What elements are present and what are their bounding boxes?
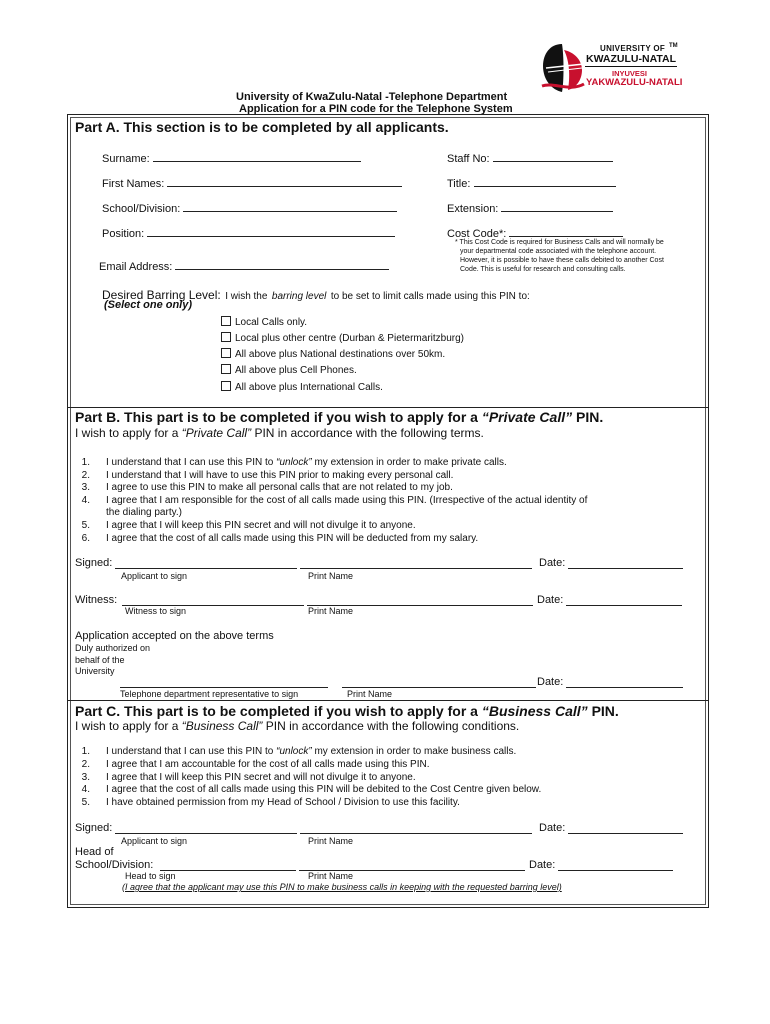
part-c-intro	[75, 719, 519, 733]
part-b-applicant-print-name-line[interactable]	[300, 557, 532, 569]
option-label: All above plus National destinations over 50km.	[235, 349, 446, 360]
duly-line-1: Duly authorized on	[75, 643, 151, 653]
part-b-title-a: Part B. This part is to be completed if you wish to apply for a	[75, 409, 478, 425]
part-c-title-a: Part C. This part is to be completed if you wish to apply for a	[75, 703, 478, 719]
tel-rep-date-label: Date:	[537, 676, 564, 688]
list-item: 1. I understand that I can use this PIN to “unlock” my extension in order to make business calls.	[81, 746, 517, 757]
part-c-applicant-to-sign-caption: Applicant to sign	[121, 836, 188, 846]
option-label: Local Calls only.	[235, 317, 308, 328]
intro-c: PIN in accordance with the following conditions.	[265, 719, 520, 733]
cost-code-line[interactable]	[509, 225, 623, 237]
barring-text-a: I wish the	[225, 291, 268, 302]
first-names-field[interactable]	[102, 175, 402, 190]
part-b-title-c: PIN.	[576, 409, 604, 425]
email-label: Email Address:	[99, 261, 173, 273]
cost-code-note	[455, 238, 664, 274]
logo-line-2: KWAZULU-NATAL	[586, 53, 677, 65]
intro-a: I wish to apply for a	[75, 719, 179, 733]
tel-rep-caption: Telephone department representative to sign	[120, 689, 299, 699]
list-item: 4. I agree that I am responsible for the cost of all calls made using this PIN. (Irrespective of the actual identity of	[81, 494, 588, 506]
head-date-line[interactable]	[558, 859, 673, 871]
applicant-to-sign-caption: Applicant to sign	[121, 571, 188, 581]
part-c-signed-label: Signed:	[75, 822, 113, 834]
divider-part-c	[67, 700, 709, 701]
head-print-name-caption: Print Name	[308, 871, 354, 881]
checkbox[interactable]	[221, 348, 231, 358]
extension-field[interactable]	[447, 200, 613, 215]
list-item: 4. I agree that the cost of all calls made using this PIN will be debited to the Cost Centre given below.	[81, 784, 542, 796]
witness-signature-line[interactable]	[122, 594, 304, 606]
extension-label: Extension:	[447, 203, 499, 215]
intro-b: “Private Call”	[181, 426, 252, 440]
part-c-title	[75, 703, 619, 719]
part-c-applicant-print-name-line[interactable]	[300, 822, 532, 834]
head-to-sign-caption: Head to sign	[125, 871, 176, 881]
checkbox[interactable]	[221, 332, 231, 342]
title-field[interactable]	[447, 175, 616, 190]
title-label: Title:	[447, 178, 471, 190]
list-item: 3. I agree that I will keep this PIN secret and will not divulge it to anyone.	[81, 771, 416, 783]
part-b-applicant-signature-line[interactable]	[115, 557, 297, 569]
list-item: 5. I agree that I will keep this PIN secret and will not divulge it to anyone.	[81, 519, 416, 531]
staff-no-field[interactable]	[447, 150, 613, 165]
tel-rep-signature-line[interactable]	[120, 676, 328, 688]
print-name-caption: Print Name	[308, 571, 354, 581]
duly-line-2: behalf of the	[75, 654, 125, 665]
barring-option-3[interactable]	[221, 348, 445, 360]
tel-rep-print-name-line[interactable]	[342, 676, 536, 688]
list-item: 2. I understand that I will have to use this PIN prior to making every personal call.	[81, 469, 454, 481]
witness-to-sign-caption: Witness to sign	[125, 606, 187, 616]
intro-a: I wish to apply for a	[75, 426, 179, 440]
option-label: All above plus Cell Phones.	[235, 365, 357, 376]
cost-note-line-1: * This Cost Code is required for Business Calls and will normally be	[455, 239, 664, 246]
witness-print-name-line[interactable]	[307, 594, 533, 606]
cost-note-line-3: However, it is possible to have these calls debited to another Cost	[460, 257, 664, 264]
intro-c: PIN in accordance with the following terms.	[254, 426, 484, 440]
list-item: the dialing party.)	[106, 507, 182, 519]
part-b-title-b: “Private Call”	[481, 409, 573, 425]
part-c-signed-date-line[interactable]	[568, 822, 683, 834]
extension-line[interactable]	[501, 200, 613, 212]
part-b-intro	[75, 426, 484, 440]
part-a-title: Part A. This section is to be completed by all applicants.	[75, 119, 449, 135]
list-item: 2. I agree that I am accountable for the cost of all calls made using this PIN.	[81, 758, 430, 770]
crest-icon	[540, 42, 586, 94]
head-signature-line[interactable]	[160, 859, 296, 871]
barring-label: Desired Barring Level:	[102, 288, 221, 302]
header-title-line-1: University of KwaZulu-Natal -Telephone Department	[236, 91, 508, 103]
position-field[interactable]	[102, 225, 395, 240]
witness-date-line[interactable]	[566, 594, 682, 606]
surname-label: Surname:	[102, 153, 150, 165]
duly-line-3: University	[75, 666, 115, 676]
head-school-division-label: School/Division:	[75, 859, 154, 871]
barring-option-4[interactable]	[221, 364, 357, 376]
cost-note-line-4: Code. This is useful for research and consulting calls.	[460, 266, 626, 273]
tel-rep-date-line[interactable]	[566, 676, 683, 688]
barring-option-2[interactable]	[221, 332, 464, 344]
head-date-label: Date:	[529, 859, 556, 871]
head-print-name-line[interactable]	[299, 859, 525, 871]
surname-line[interactable]	[153, 150, 361, 162]
witness-label: Witness:	[75, 594, 118, 606]
duly-authorized	[75, 643, 150, 678]
option-label: Local plus other centre (Durban & Pietermaritzburg)	[235, 333, 464, 344]
email-line[interactable]	[175, 258, 389, 270]
list-item: 5. I have obtained permission from my Head of School / Division to use this facility.	[81, 797, 460, 809]
school-division-label: School/Division:	[102, 203, 181, 215]
list-item: 3. I agree to use this PIN to make all personal calls that are not related to my job.	[81, 482, 453, 494]
email-field[interactable]	[99, 258, 389, 273]
divider-part-b	[67, 407, 709, 408]
barring-option-5[interactable]	[221, 381, 383, 393]
part-b-title	[75, 409, 603, 425]
cost-note-line-2: your departmental code associated with the telephone account.	[460, 248, 657, 255]
part-c-title-c: PIN.	[591, 703, 619, 719]
surname-field[interactable]	[102, 150, 361, 165]
part-c-title-b: “Business Call”	[481, 703, 588, 719]
school-division-line[interactable]	[183, 200, 397, 212]
header-title-line-2: Application for a PIN code for the Telephone System	[239, 103, 513, 115]
accepted-text: Application accepted on the above terms	[75, 630, 274, 642]
barring-option-1[interactable]	[221, 316, 307, 328]
staff-no-label: Staff No:	[447, 153, 490, 165]
logo-line-4: YAKWAZULU-NATALI	[586, 77, 683, 88]
school-division-field[interactable]	[102, 200, 397, 215]
logo-line-3: INYUVESI	[612, 69, 648, 78]
staff-no-line[interactable]	[493, 150, 613, 162]
cost-code-label: Cost Code*:	[447, 228, 507, 240]
head-of-label: Head of	[75, 846, 114, 858]
checkbox[interactable]	[221, 316, 231, 326]
barring-text-c: to be set to limit calls made using this PIN to:	[330, 291, 530, 302]
checkbox[interactable]	[221, 381, 231, 391]
title-line[interactable]	[474, 175, 616, 187]
select-one-only: (Select one only)	[104, 299, 193, 311]
first-names-line[interactable]	[167, 175, 402, 187]
barring-text-b: barring level	[271, 291, 327, 302]
position-line[interactable]	[147, 225, 395, 237]
option-label: All above plus International Calls.	[235, 382, 383, 393]
part-c-conditions-list	[60, 746, 541, 810]
part-c-signed-date-label: Date:	[539, 822, 566, 834]
part-b-signed-date-label: Date:	[539, 557, 566, 569]
tel-rep-print-name-caption: Print Name	[347, 689, 393, 699]
part-c-applicant-signature-line[interactable]	[115, 822, 297, 834]
head-agreement-statement: (I agree that the applicant may use this PIN to make business calls in keeping with the requested barring level)	[122, 882, 562, 892]
position-label: Position:	[102, 228, 145, 240]
first-names-label: First Names:	[102, 178, 165, 190]
witness-date-label: Date:	[537, 594, 564, 606]
list-item: 1. I understand that I can use this PIN to “unlock” my extension in order to make private calls.	[81, 457, 507, 468]
witness-print-name-caption: Print Name	[308, 606, 354, 616]
logo-tm: TM	[669, 43, 678, 49]
logo-divider	[585, 66, 677, 67]
part-b-signed-label: Signed:	[75, 557, 113, 569]
checkbox[interactable]	[221, 364, 231, 374]
part-b-terms-list	[60, 457, 587, 545]
part-b-signed-date-line[interactable]	[568, 557, 683, 569]
intro-b: “Business Call”	[181, 719, 263, 733]
logo-line-1: UNIVERSITY OF	[600, 44, 666, 53]
list-item: 6. I agree that the cost of all calls made using this PIN will be deducted from my salary.	[81, 532, 479, 544]
part-c-print-name-caption: Print Name	[308, 836, 354, 846]
